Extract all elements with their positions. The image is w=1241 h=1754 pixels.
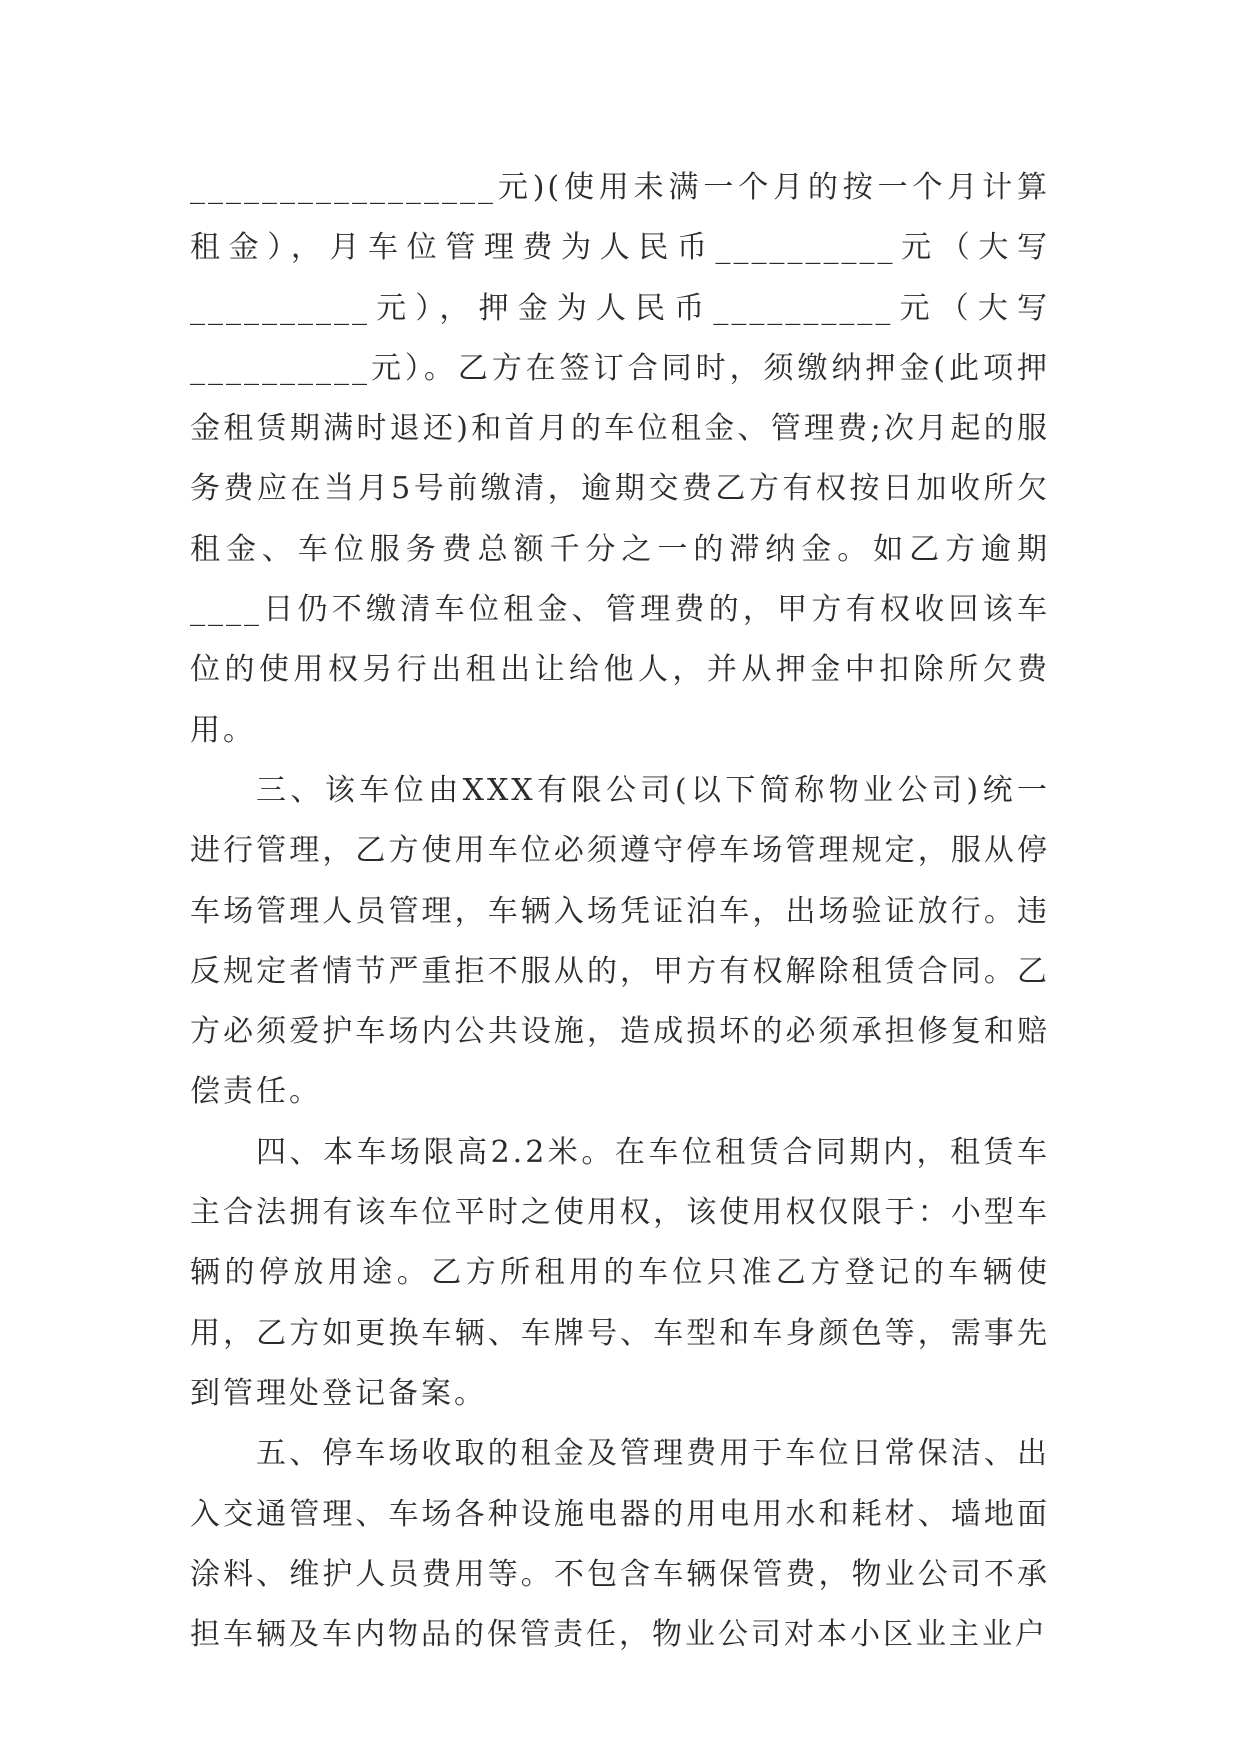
paragraph-clause-five: 五、停车场收取的租金及管理费用于车位日常保洁、出入交通管理、车场各种设施电器的用电用水和耗材、墙地面涂料、维护人员费用等。不包含车辆保管费，物业公司不承担车辆及车内物品的保管责任，物业公司对本小区业主业户 [190,1436,1050,1653]
paragraph-clause-four: 四、本车场限高2.2米。在车位租赁合同期内，租赁车主合法拥有该车位平时之使用权，该使用权仅限于：小型车辆的停放用途。乙方所租用的车位只准乙方登记的车辆使用，乙方如更换车辆、车牌号、车型和车身颜色等，需事先到管理处登记备案。 [190,1134,1050,1411]
paragraph-rent-terms: _________________元)(使用未满一个月的按一个月计算租金），月车位管理费为人民币__________元（大写__________元），押金为人民币__________元（大写__________元）。乙方在签订合同时，须缴纳押金(此项押金租赁期满时退还)和首月的车位租金、管理费;次月起的服务费应在当月5号前缴清，逾期交费乙方有权按日加收所欠租金、车位服务费总额千分之一的滞纳金。如乙方逾期____日仍不缴清车位租金、管理费的，甲方有权收回该车位的使用权另行出租出让给他人，并从押金中扣除所欠费用。 [190,170,1050,748]
paragraph-clause-three: 三、该车位由XXX有限公司(以下简称物业公司)统一进行管理，乙方使用车位必须遵守停车场管理规定，服从停车场管理人员管理，车辆入场凭证泊车，出场验证放行。违反规定者情节严重拒不服从的，甲方有权解除租赁合同。乙方必须爱护车场内公共设施，造成损坏的必须承担修复和赔偿责任。 [190,772,1050,1110]
contract-body [190,158,1050,1665]
